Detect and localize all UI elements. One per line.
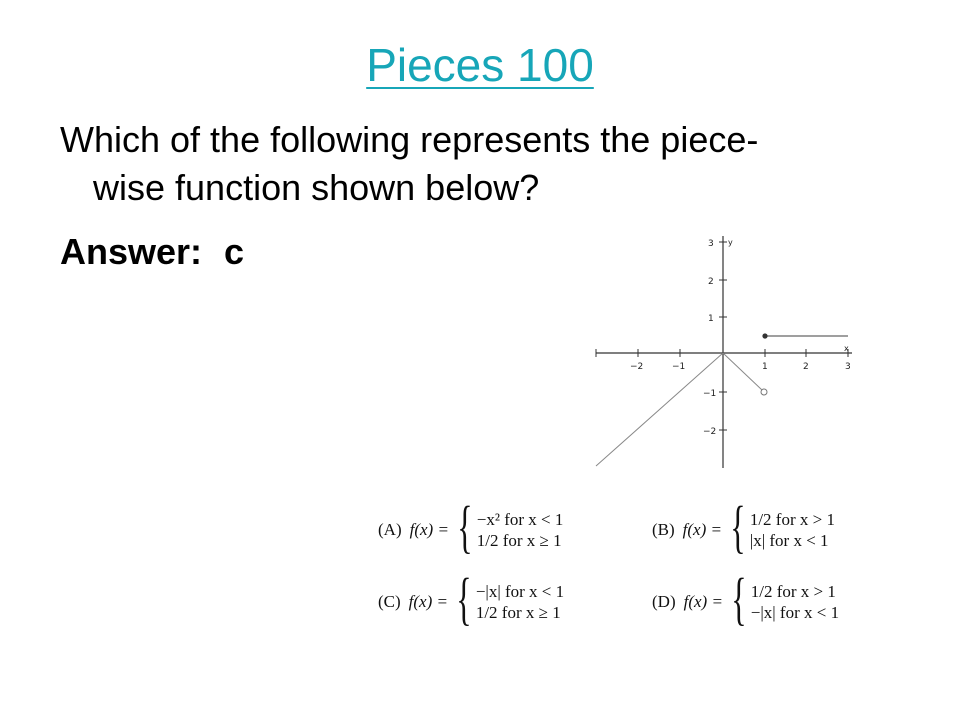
- closed-endpoint: [762, 333, 767, 338]
- case-1: 1/2 for x > 1: [750, 582, 836, 601]
- y-tick-label: 3: [708, 239, 714, 249]
- x-tick-label: 1: [762, 362, 768, 372]
- choice-label: (A): [378, 520, 402, 539]
- y-tick-label: 2: [708, 277, 714, 287]
- case-1: −|x| for x < 1: [475, 582, 565, 601]
- y-axis-label: y: [728, 238, 733, 247]
- function-name: f(x) =: [683, 592, 723, 611]
- case-1: −x² for x < 1: [476, 510, 564, 529]
- choice-d[interactable]: [652, 566, 840, 632]
- x-tick-label: −1: [672, 362, 686, 372]
- x-tick-label: 3: [845, 362, 851, 372]
- answer: [60, 228, 266, 276]
- brace-glyph: {: [731, 566, 747, 631]
- case-1: 1/2 for x > 1: [749, 510, 835, 529]
- cases: [477, 509, 564, 551]
- brace-glyph: {: [457, 494, 473, 559]
- x-axis-label: x: [844, 344, 849, 353]
- open-endpoint: [761, 389, 767, 395]
- choice-a[interactable]: [378, 494, 564, 560]
- function-name: f(x) =: [682, 520, 722, 539]
- y-tick-label: −2: [703, 427, 717, 437]
- x-tick-label: 2: [803, 362, 809, 372]
- function-name: f(x) =: [408, 592, 448, 611]
- function-name: f(x) =: [409, 520, 449, 539]
- brace-glyph: {: [730, 494, 746, 559]
- choice-label: (B): [652, 520, 675, 539]
- slide-title: [0, 36, 960, 94]
- choice-b[interactable]: [652, 494, 835, 560]
- short-segment: [723, 353, 762, 390]
- piecewise-graph: [590, 232, 860, 472]
- cases: [751, 581, 839, 623]
- choice-label: (D): [652, 592, 676, 611]
- brace-glyph: {: [456, 566, 472, 631]
- cases: [476, 581, 564, 623]
- left-ray: [596, 353, 723, 466]
- question-line-2: wise function shown below?: [93, 167, 540, 208]
- question-text: [60, 116, 920, 212]
- case-2: −|x| for x < 1: [750, 603, 840, 622]
- y-tick-label: 1: [708, 314, 714, 324]
- cases: [750, 509, 835, 551]
- y-tick-label: −1: [703, 389, 717, 399]
- case-2: |x| for x < 1: [749, 531, 829, 550]
- question-line-1: Which of the following represents the piece-: [60, 119, 759, 160]
- choice-label: (C): [378, 592, 401, 611]
- case-2: 1/2 for x ≥ 1: [476, 531, 562, 550]
- answer-value: c: [224, 231, 245, 272]
- answer-label: Answer:: [60, 231, 203, 272]
- answer-choices: [378, 494, 938, 640]
- case-2: 1/2 for x ≥ 1: [475, 603, 561, 622]
- choice-c[interactable]: [378, 566, 565, 632]
- x-tick-label: −2: [630, 362, 644, 372]
- slide-title-link[interactable]: Pieces 100: [366, 39, 594, 91]
